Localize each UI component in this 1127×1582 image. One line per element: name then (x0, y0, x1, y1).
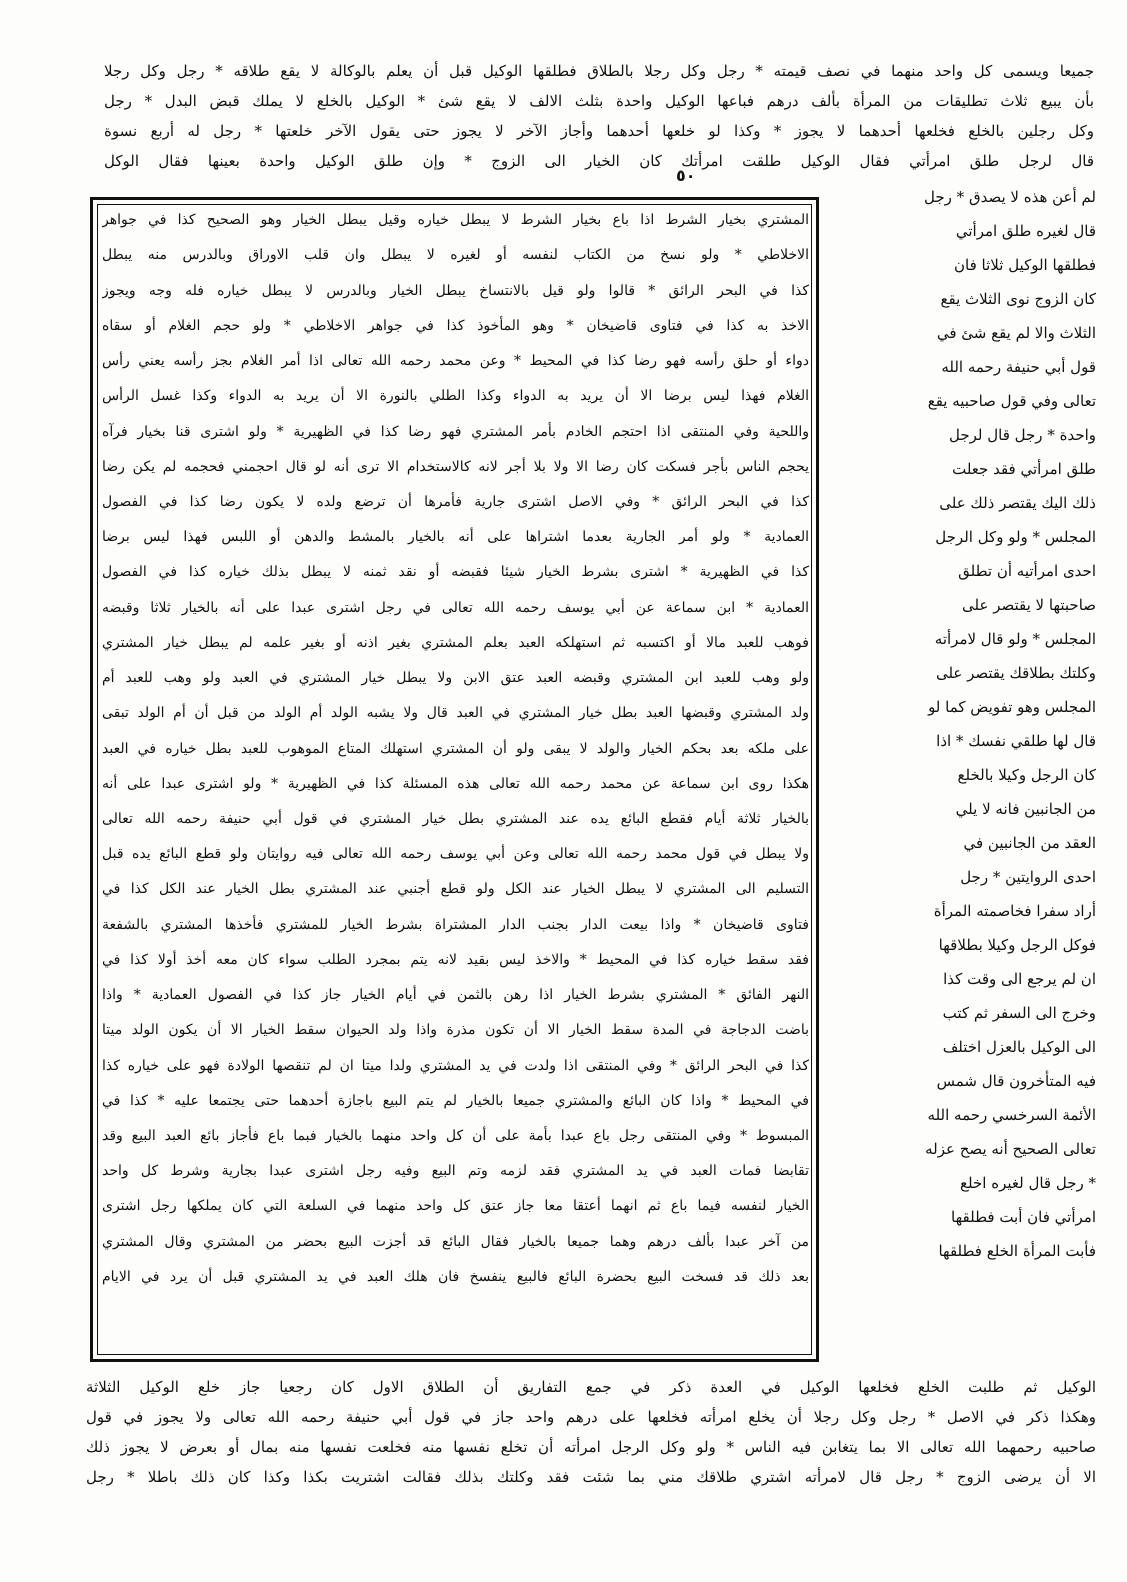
main-line: بالخيار ثلاثة أيام فقطع البائع يده عند المشتري بطل خيار المشتري في قول أبي حنيفة رحمه الله تعالى (102, 811, 809, 827)
main-line (102, 1297, 809, 1327)
side-line: العقد من الجانبين في (963, 834, 1096, 852)
side-line: احدى الروايتين * رجل (960, 868, 1096, 886)
bottom-line: صاحبيه رحمهما الله تعالى الا بما يتغابن فيه الناس * ولو وكل الرجل امرأته أن تخلع نفسها منه فخلعت نفسها منه بمال أو بعرض لا يجوز ذلك (86, 1438, 1096, 1456)
main-line: الغلام فهذا ليس برضا الا أن يريد به الدواء وكذا الطلي بالنورة الا أن يريد به الدواء وكذا غسل الرأس (102, 388, 809, 404)
main-line: تقابضا فمات العبد في يد المشتري فقد لزمه وتم البيع وفيه رجل اشترى عبدا بجارية وشرط كل واحد (102, 1163, 809, 1179)
side-line: قال لها طلقي نفسك * اذا (936, 732, 1096, 750)
main-line: العمادية * ولو أمر الجارية بعدما اشتراها على أنه بالخيار بالمشط والدهن أو اللبس فهذا ليس برضا (102, 529, 809, 545)
side-line: صاحبتها لا يقتصر على (962, 596, 1096, 614)
side-line: وكلتك بطلاقك يقتصر على (935, 664, 1096, 682)
main-line: ولا يبطل في قول محمد رحمه الله تعالى وعن أبي يوسف رحمه الله تعالى فيه روايتان ولو قطع البائع يده قبل (102, 846, 809, 862)
side-line: الى الوكيل بالعزل اختلف (942, 1038, 1096, 1056)
top-line: جميعا ويسمى كل واحد منهما في نصف قيمته * رجل وكل رجلا بالطلاق فطلقها الوكيل قبل أن يعلم بالوكالة لا يقع طلاقه * رجل وكل رجلا (104, 62, 1094, 80)
main-line: من آخر عبدا بألف درهم وهما جميعا بالخيار فقال البائع قد أجزت البيع بحضر من المشتري وقال المشتري (102, 1234, 809, 1250)
top-line: وكل رجلين بالخلع فخلعها أحدهما لا يجوز * وكذا لو خلعها أحدهما وأجاز الآخر لا يجوز حتى يقول الآخر خلعتها * رجل له أربع نسوة (104, 122, 1094, 140)
side-line: واحدة * رجل قال لرجل (949, 426, 1096, 444)
main-line: الاخلاطي * ولو نسخ من الكتاب لنفسه أو لغيره لا يبطل وان قلب الاوراق وبالدرس منه يبطل (102, 247, 809, 263)
main-line: كذا في الظهيرية * اشترى بشرط الخيار شيئا فقبضه أو نقد ثمنه لا يبطل بذلك خياره كذا في الفصول (102, 564, 809, 580)
main-line: الخيار لنفسه فيما باع ثم انهما أعتقا معا جاز عتق كل واحد منهما في السلعة التي كان يملكها رجل اشترى (102, 1198, 809, 1214)
main-line: واللحية وفي المنتقى اذا احتجم الخادم بأمر المشتري فهو رضا كذا في الظهيرية * ولو اشترى قنا بخيار فرآه (102, 424, 809, 440)
main-line: باضت الدجاجة في المدة سقط الخيار الا أن تكون مذرة واذا ولد الحيوان سقط الخيار الا أن يكون الولد ميتا (102, 1022, 809, 1038)
side-line: امرأتي فان أبت فطلقها (951, 1208, 1096, 1226)
side-line: ان لم يرجع الى وقت كذا (943, 970, 1096, 988)
side-line: الأئمة السرخسي رحمه الله (927, 1106, 1096, 1124)
main-line: يحجم الناس بأجر فسكت كان رضا الا ولا بلا أجر لانه كالاستخدام الا ترى أنه لو قال احجمني فحجمه لم يكن رضا (102, 459, 809, 475)
side-line: فطلقها الوكيل ثلاثا فان (954, 256, 1096, 274)
side-line: من الجانبين فانه لا يلي (955, 800, 1096, 818)
main-line: بعد ذلك قد فسخت البيع بحضرة البائع فالبيع ينفسخ فان هلك العبد في يد المشتري قبل أن يرد في الايام (102, 1269, 809, 1285)
page-number: ٥٠ (676, 166, 696, 185)
main-line: التسليم الى المشتري لا يبطل الخيار عند الكل ولو قطع أجنبي عند المشتري بطل الخيار عند الكل كذا في (102, 881, 809, 897)
main-line: الاخذ به كذا في فتاوى قاضيخان * وهو المأخوذ كذا في جواهر الاخلاطي * ولو حجم الغلام أو سقاه (102, 318, 809, 334)
side-line: كان الرجل وكيلا بالخلع (957, 766, 1096, 784)
side-line: فوكل الرجل وكيلا بطلاقها (938, 936, 1096, 954)
main-line: على ملكه بعد بحكم الخيار والولد لا يبقى ولو أن المشتري استهلك المتاع الموهوب للعبد بطل خياره في العبد (102, 741, 809, 757)
main-line: المبسوط * وفي المنتقى رجل باع عبدا بأمة على أن كل واحد منهما بالخيار فبما باع فأجاز بائع العبد البيع وقد (102, 1128, 809, 1144)
side-line: لم أعن هذه لا يصدق * رجل (924, 188, 1096, 206)
main-line: كذا في البحر الرائق * وفي الاصل اشترى جارية فأمرها أن ترضع ولده لا يكون رضا كذا في الفصول (102, 494, 809, 510)
side-line: فيه المتأخرون قال شمس (936, 1072, 1096, 1090)
main-line: ولو وهب للعبد ابن المشتري وقبضه العبد عتق الابن ولا يبطل خيار المشتري في العبد ولو وهب للعبد أم (102, 670, 809, 686)
bottom-line: الوكيل ثم طلبت الخلع فخلعها الوكيل في العدة ذكر في جمع التفاريق أن الطلاق الاول كان رجعيا جاز خلع الوكيل الثلاثة (86, 1378, 1096, 1396)
side-line: طلق امرأتي فقد جعلت (952, 460, 1096, 478)
main-line: ولد المشتري وقبضها العبد بطل خيار المشتري في العبد قال ولا يشبه الولد أم الولد من قبل أن أم الولد تبقى (102, 705, 809, 721)
top-line: بأن يبيع ثلاث تطليقات من المرأة بألف درهم فباعها الوكيل واحدة بثلث الالف لا يقع شئ * الوكيل بالخلع لا يملك قبض البدل * رجل (104, 92, 1094, 110)
side-line: قول أبي حنيفة رحمه الله (941, 358, 1096, 376)
side-line: * رجل قال لغيره اخلع (960, 1174, 1096, 1192)
side-line: أراد سفرا فخاصمته المرأة (933, 902, 1096, 920)
main-line: دواء أو حلق رأسه فهو رضا كذا في المحيط * وعن محمد رحمه الله تعالى اذا أمر الغلام بجز رأسه يعني رأس (102, 353, 809, 369)
main-line: كذا في البحر الرائق * قالوا ولو قيل بالانتساخ يبطل الخيار وبالدرس لا يبطل خياره فله وجه ويجوز (102, 283, 809, 299)
main-line: في المحيط * واذا كان البائع والمشتري جميعا بالخيار لم يتم البيع باجازة أحدهما حتى يجتمعا عليه * كذا في (102, 1093, 809, 1109)
side-line: احدى امرأتيه أن تطلق (958, 562, 1096, 580)
main-line: فتاوى قاضيخان * واذا بيعت الدار بجنب الدار المشتراة بشرط الخيار للمشتري فأخذها المشتري بالشفعة (102, 917, 809, 933)
bottom-line: الا أن يرضى الزوج * رجل قال لامرأته اشتري طلاقك مني بما شئت فقد وكلتك بذلك فقالت اشتريت بكذا وكذا كان ذلك باطلا * رجل (86, 1468, 1096, 1486)
side-line: المجلس * ولو قال لامرأته (934, 630, 1096, 648)
side-line: تعالى الصحيح أنه يصح عزله (925, 1140, 1096, 1158)
side-line: المجلس * ولو وكل الرجل (935, 528, 1096, 546)
side-line: فأبت المرأة الخلع فطلقها (938, 1242, 1096, 1260)
top-line: قال لرجل طلق امرأتي فقال الوكيل طلقت امرأتك كان الخيار الى الزوج * وإن طلق الوكيل واحدة بعينها فقال الوكل (104, 152, 1094, 170)
side-line: قال لغيره طلق امرأتي (955, 222, 1096, 240)
side-line: تعالى وفي قول صاحبيه يقع (927, 392, 1096, 410)
main-line: كذا في البحر الرائق * وفي المنتقى اذا ولدت في يد المشتري ولدا ميتا ان لم تنقصها الولادة فهو على خياره كذا (102, 1058, 809, 1074)
main-line: النهر الفائق * المشتري بشرط الخيار اذا رهن بالثمن في أيام الخيار جاز كذا في الفصول العمادية * واذا (102, 987, 809, 1003)
side-line: المجلس وهو تفويض كما لو (928, 698, 1096, 716)
side-line: كان الزوج نوى الثلاث يقع (940, 290, 1096, 308)
main-line: فقد سقط خياره كذا في المحيط * والاخذ ليس بقيد لانه يتم بمجرد الطلب سواء كان معه أخذ أولا كذا في (102, 952, 809, 968)
side-line: الثلاث والا لم يقع شئ في (936, 324, 1096, 342)
main-line: هكذا روى ابن سماعة عن محمد رحمه الله تعالى هذه المسئلة كذا في الظهيرية * ولو اشترى عبدا على أنه (102, 776, 809, 792)
main-line: المشتري بخيار الشرط اذا باع بخيار الشرط لا يبطل خياره وقيل يبطل الخيار وهو الصحيح كذا في جواهر (102, 212, 809, 228)
bottom-line: وهكذا ذكر في الاصل * رجل وكل رجلا أن يخلع امرأته فخلعها على درهم واحد جاز في قول أبي حنيفة رحمه الله تعالى ولا يجوز في قول (86, 1408, 1096, 1426)
main-line: العمادية * ابن سماعة عن أبي يوسف رحمه الله تعالى في رجل اشترى عبدا على أنه بالخيار ثلاثا وقبضه (102, 600, 809, 616)
side-line: ذلك اليك يقتصر ذلك على (939, 494, 1096, 512)
side-line: وخرج الى السفر ثم كتب (942, 1004, 1096, 1022)
main-line: فوهب للعبد مالا أو اكتسبه ثم استهلكه العبد بعلم المشتري بغير اذنه أو بغير علمه لم يبطل خيار المشتري (102, 635, 809, 651)
